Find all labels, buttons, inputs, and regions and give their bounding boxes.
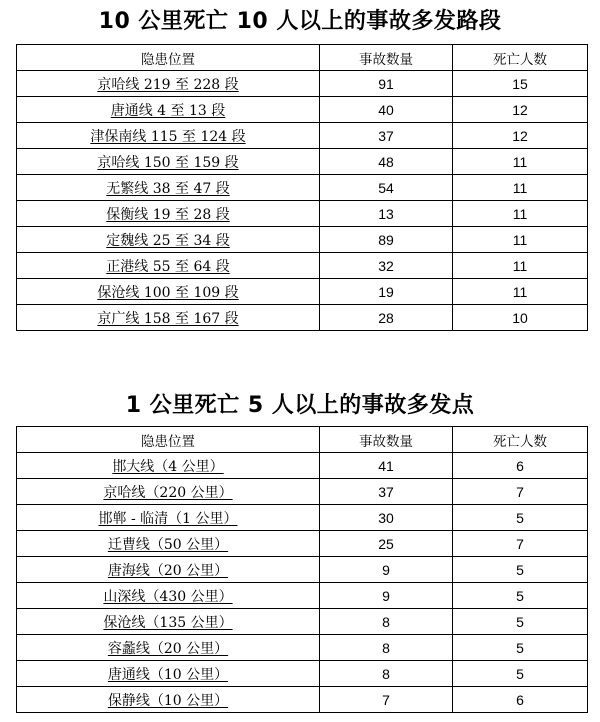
header-accidents: 事故数量 — [320, 45, 453, 71]
deaths-cell: 10 — [453, 305, 588, 331]
table-row — [17, 453, 588, 479]
accidents-cell: 40 — [320, 97, 453, 123]
location-cell: 京哈线 219 至 228 段 — [17, 71, 320, 97]
accidents-cell: 54 — [320, 175, 453, 201]
table-row — [17, 583, 588, 609]
location-cell: 京广线 158 至 167 段 — [17, 305, 320, 331]
table-row — [17, 531, 588, 557]
table-row — [17, 505, 588, 531]
location-cell: 唐通线 4 至 13 段 — [17, 97, 320, 123]
segments-title: 10 公里死亡 10 人以上的事故多发路段 — [98, 9, 502, 34]
location-cell: 邯郸 - 临清（1 公里） — [17, 505, 320, 531]
segments-section — [0, 0, 600, 327]
location-cell: 保沧线（135 公里） — [17, 609, 320, 635]
deaths-cell: 7 — [453, 479, 588, 505]
deaths-cell: 5 — [453, 635, 588, 661]
table-row — [17, 557, 588, 583]
deaths-cell: 15 — [453, 71, 588, 97]
table-row — [17, 279, 588, 305]
deaths-cell: 11 — [453, 175, 588, 201]
deaths-cell: 6 — [453, 687, 588, 713]
table-row — [17, 97, 588, 123]
accidents-cell: 48 — [320, 149, 453, 175]
table-row — [17, 305, 588, 331]
location-cell: 无繁线 38 至 47 段 — [17, 175, 320, 201]
table-row — [17, 123, 588, 149]
table-header-row — [17, 427, 588, 453]
table-row — [17, 175, 588, 201]
segments-table — [16, 44, 588, 331]
location-cell: 津保南线 115 至 124 段 — [17, 123, 320, 149]
location-cell: 定魏线 25 至 34 段 — [17, 227, 320, 253]
deaths-cell: 11 — [453, 149, 588, 175]
accidents-cell: 30 — [320, 505, 453, 531]
deaths-cell: 5 — [453, 505, 588, 531]
table-row — [17, 227, 588, 253]
accidents-cell: 28 — [320, 305, 453, 331]
accidents-cell: 25 — [320, 531, 453, 557]
location-cell: 邯大线（4 公里） — [17, 453, 320, 479]
header-deaths: 死亡人数 — [453, 427, 588, 453]
header-deaths: 死亡人数 — [453, 45, 588, 71]
table-row — [17, 149, 588, 175]
table-row — [17, 609, 588, 635]
points-table — [16, 426, 588, 713]
accidents-cell: 13 — [320, 201, 453, 227]
deaths-cell: 6 — [453, 453, 588, 479]
accidents-cell: 91 — [320, 71, 453, 97]
table-row — [17, 479, 588, 505]
table-row — [17, 635, 588, 661]
deaths-cell: 5 — [453, 583, 588, 609]
points-title: 1 公里死亡 5 人以上的事故多发点 — [125, 393, 475, 418]
location-cell: 容蠡线（20 公里） — [17, 635, 320, 661]
table-row — [17, 687, 588, 713]
accidents-cell: 8 — [320, 661, 453, 687]
table-row — [17, 253, 588, 279]
location-cell: 唐通线（10 公里） — [17, 661, 320, 687]
accidents-cell: 37 — [320, 123, 453, 149]
location-cell: 京哈线 150 至 159 段 — [17, 149, 320, 175]
accidents-cell: 7 — [320, 687, 453, 713]
deaths-cell: 11 — [453, 279, 588, 305]
accidents-cell: 41 — [320, 453, 453, 479]
table-header-row — [17, 45, 588, 71]
deaths-cell: 5 — [453, 609, 588, 635]
accidents-cell: 8 — [320, 635, 453, 661]
points-section — [0, 384, 600, 709]
accidents-cell: 89 — [320, 227, 453, 253]
location-cell: 京哈线（220 公里） — [17, 479, 320, 505]
deaths-cell: 12 — [453, 97, 588, 123]
table-row — [17, 661, 588, 687]
deaths-cell: 11 — [453, 227, 588, 253]
deaths-cell: 12 — [453, 123, 588, 149]
accidents-cell: 9 — [320, 557, 453, 583]
header-accidents: 事故数量 — [320, 427, 453, 453]
accidents-cell: 37 — [320, 479, 453, 505]
location-cell: 保沧线 100 至 109 段 — [17, 279, 320, 305]
location-cell: 保静线（10 公里） — [17, 687, 320, 713]
accidents-cell: 19 — [320, 279, 453, 305]
location-cell: 山深线（430 公里） — [17, 583, 320, 609]
header-location: 隐患位置 — [17, 45, 320, 71]
deaths-cell: 5 — [453, 661, 588, 687]
deaths-cell: 11 — [453, 253, 588, 279]
location-cell: 正港线 55 至 64 段 — [17, 253, 320, 279]
deaths-cell: 7 — [453, 531, 588, 557]
deaths-cell: 5 — [453, 557, 588, 583]
location-cell: 迁曹线（50 公里） — [17, 531, 320, 557]
location-cell: 唐海线（20 公里） — [17, 557, 320, 583]
table-row — [17, 201, 588, 227]
location-cell: 保衡线 19 至 28 段 — [17, 201, 320, 227]
deaths-cell: 11 — [453, 201, 588, 227]
accidents-cell: 9 — [320, 583, 453, 609]
header-location: 隐患位置 — [17, 427, 320, 453]
accidents-cell: 8 — [320, 609, 453, 635]
table-row — [17, 71, 588, 97]
accidents-cell: 32 — [320, 253, 453, 279]
